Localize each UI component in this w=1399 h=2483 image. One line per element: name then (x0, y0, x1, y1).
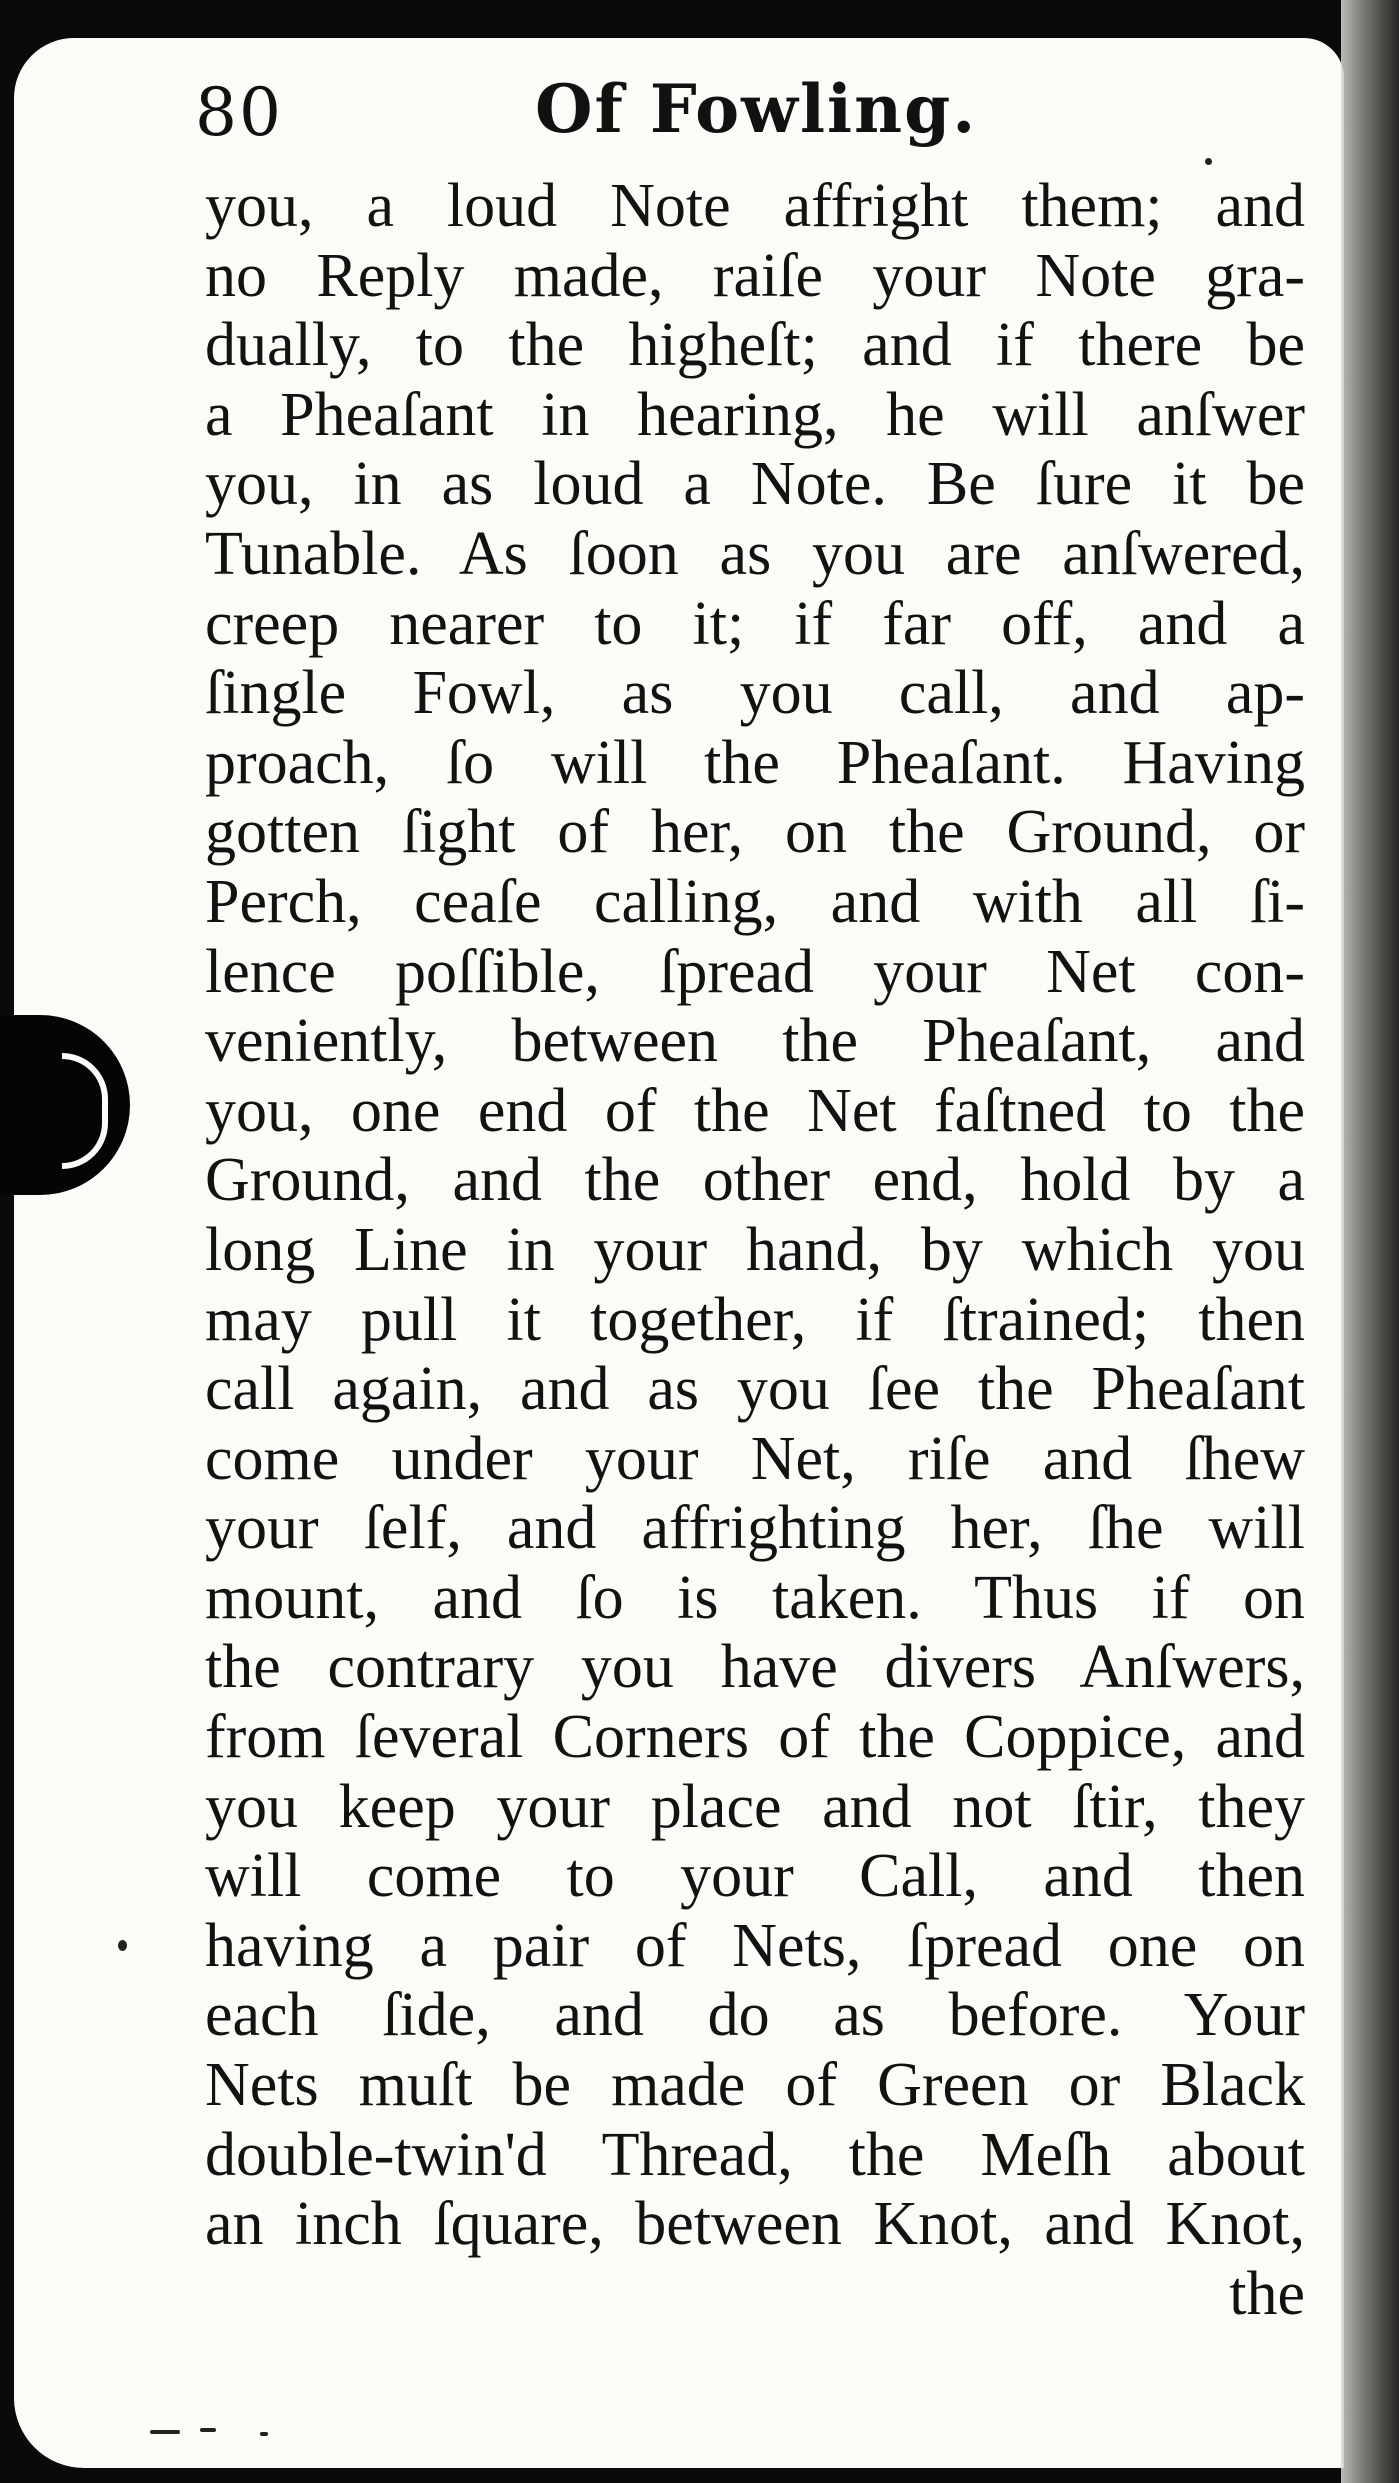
page-number: 80 (195, 74, 283, 151)
ink-speck (118, 1940, 127, 1951)
ink-speck (150, 2430, 180, 2434)
ink-speck (200, 2428, 216, 2432)
text-line: you, a loud Note affright them; and (205, 172, 1305, 240)
text-line: no Reply made, raiſe your Note gra- (205, 241, 1305, 310)
running-title: Of Fowling. (535, 70, 978, 148)
text-line: may pull it together, if ſtrained; then (205, 1285, 1305, 1354)
text-line: a Pheaſant in hearing, he will anſwer (205, 380, 1305, 449)
text-line: mount, and ſo is taken. Thus if on (205, 1563, 1305, 1632)
text-line: having a pair of Nets, ſpread one on (205, 1911, 1305, 1980)
text-line: dually, to the higheſt; and if there be (205, 311, 1305, 380)
text-line: your ſelf, and affrighting her, ſhe will (205, 1494, 1305, 1563)
catchword: the (1229, 2259, 1305, 2328)
page-edge-shadow (1341, 0, 1399, 2483)
text-line: each ſide, and do as before. Your (205, 1981, 1305, 2050)
text-line: long Line in your hand, by which you (205, 1215, 1305, 1284)
bracket-mark (62, 1053, 108, 1169)
text-line: you, in as loud a Note. Be ſure it be (205, 450, 1305, 519)
text-line: will come to your Call, and then (205, 1842, 1305, 1911)
ink-speck (260, 2432, 268, 2436)
text-line: ſingle Fowl, as you call, and ap- (205, 659, 1305, 728)
text-line: the contrary you have divers Anſwers, (205, 1633, 1305, 1702)
text-line: lence poſſible, ſpread your Net con- (205, 937, 1305, 1006)
text-line: creep nearer to it; if far off, and a (205, 589, 1305, 658)
text-line: from ſeveral Corners of the Coppice, and (205, 1703, 1305, 1772)
text-line: veniently, between the Pheaſant, and (205, 1007, 1305, 1076)
text-line: come under your Net, riſe and ſhew (205, 1424, 1305, 1493)
text-line: Ground, and the other end, hold by a (205, 1146, 1305, 1215)
text-line: you keep your place and not ſtir, they (205, 1772, 1305, 1841)
text-line: an inch ſquare, between Knot, and Knot, (205, 2190, 1305, 2259)
text-line: Tunable. As ſoon as you are anſwered, (205, 519, 1305, 588)
text-line: Nets muſt be made of Green or Black (205, 2051, 1305, 2120)
text-line: you, one end of the Net faſtned to the (205, 1076, 1305, 1145)
ink-speck (1205, 158, 1212, 165)
text-line: gotten ſight of her, on the Ground, or (205, 798, 1305, 867)
body-text (205, 172, 1305, 2329)
text-line: call again, and as you ſee the Pheaſant (205, 1355, 1305, 1424)
text-line: double-twin'd Thread, the Meſh about (205, 2120, 1305, 2189)
text-line: proach, ſo will the Pheaſant. Having (205, 728, 1305, 797)
page-header (190, 70, 1300, 180)
text-line: Perch, ceaſe calling, and with all ſi- (205, 867, 1305, 936)
